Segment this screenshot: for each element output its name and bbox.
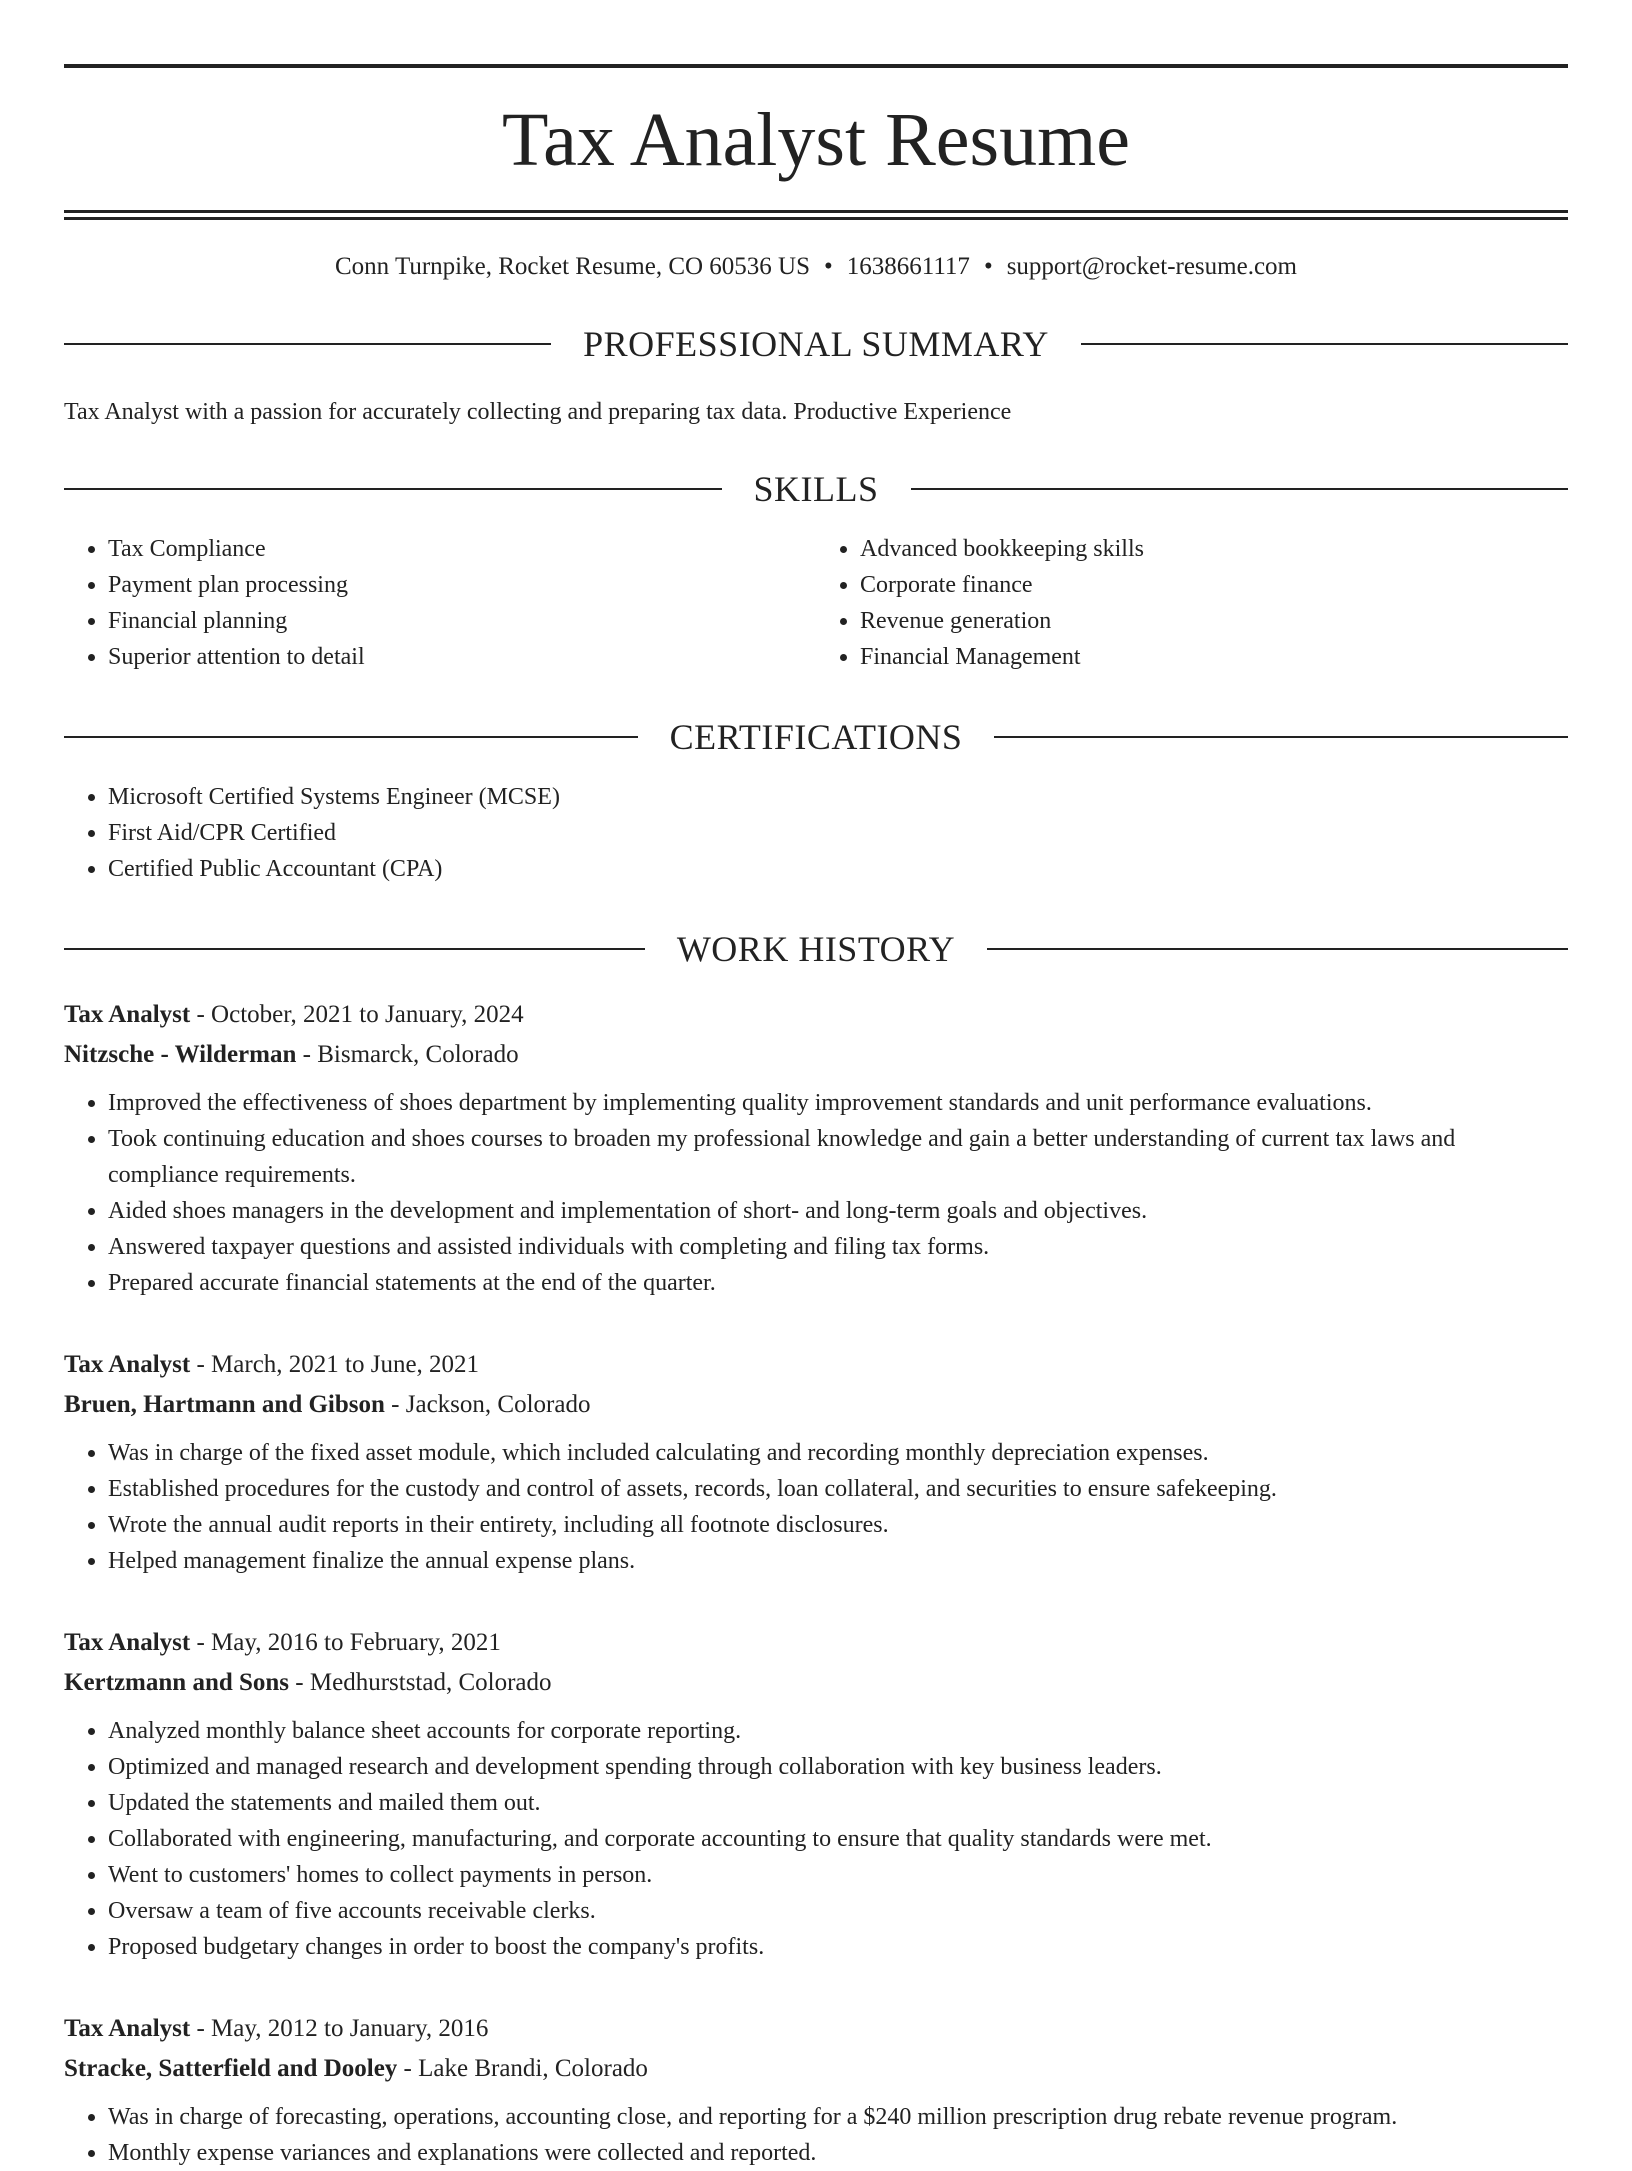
job-bullet: • Prepared accurate financial statements at the end of the quarter.	[108, 1265, 1568, 1301]
section-header-work-history	[64, 928, 1568, 969]
skill-item: • Revenue generation	[860, 603, 1568, 639]
job-bullet: • Was in charge of the fixed asset module, which included calculating and recording monthly depreciation expenses.	[108, 1435, 1568, 1471]
summary-text: Tax Analyst with a passion for accurately collecting and preparing tax data. Productive Experience	[64, 399, 1012, 425]
section-title: WORK HISTORY	[676, 928, 956, 969]
certification-item: • Microsoft Certified Systems Engineer (MCSE)	[108, 779, 1568, 815]
job-title: Tax Analyst	[64, 1350, 191, 1378]
section-rule	[911, 488, 1569, 490]
job-bullets	[64, 1085, 1568, 1301]
job-dates: - October, 2021 to January, 2024	[190, 1000, 524, 1028]
job-company: Nitzsche - Wilderman	[64, 1040, 297, 1068]
job-location: - Bismarck, Colorado	[296, 1040, 519, 1068]
job-company: Kertzmann and Sons	[64, 1668, 290, 1696]
section-rule	[64, 488, 722, 490]
job-title: Tax Analyst	[64, 2014, 191, 2042]
skill-item: • Superior attention to detail	[108, 639, 816, 675]
job-bullet: • Optimized and managed research and development spending through collaboration with key business leaders.	[108, 1749, 1568, 1785]
job-title-line	[64, 1345, 1568, 1385]
job-title-line	[64, 2009, 1568, 2049]
contact-line	[64, 252, 1568, 282]
job-dates: - March, 2021 to June, 2021	[190, 1350, 480, 1378]
section-title: CERTIFICATIONS	[669, 716, 963, 757]
skills-column-left	[64, 531, 816, 675]
job-bullet: • Wrote the annual audit reports in their entirety, including all footnote disclosures.	[108, 1507, 1568, 1543]
skill-item: • Corporate finance	[860, 567, 1568, 603]
job-bullets	[64, 1435, 1568, 1579]
job-entry	[64, 1345, 1568, 1579]
job-bullet: • Helped management finalize the annual expense plans.	[108, 1543, 1568, 1579]
section-title: SKILLS	[753, 468, 879, 509]
job-company-line	[64, 1663, 1568, 1703]
job-bullets	[64, 2099, 1568, 2171]
certification-item: • Certified Public Accountant (CPA)	[108, 851, 1568, 887]
job-bullet: • Established procedures for the custody and control of assets, records, loan collateral, and securities to ensure safekeeping.	[108, 1471, 1568, 1507]
contact-separator: •	[983, 253, 993, 280]
job-bullet: • Monthly expense variances and explanations were collected and reported.	[108, 2135, 1568, 2171]
job-bullet: • Analyzed monthly balance sheet accounts for corporate reporting.	[108, 1713, 1568, 1749]
section-rule	[64, 948, 645, 950]
job-bullet: • Oversaw a team of five accounts receivable clerks.	[108, 1893, 1568, 1929]
job-bullet: • Went to customers' homes to collect payments in person.	[108, 1857, 1568, 1893]
section-rule	[1081, 343, 1568, 345]
job-bullet: • Was in charge of forecasting, operations, accounting close, and reporting for a $240 million prescription drug rebate revenue program.	[108, 2099, 1568, 2135]
job-entry	[64, 1623, 1568, 1965]
job-dates: - May, 2012 to January, 2016	[190, 2014, 489, 2042]
job-title: Tax Analyst	[64, 1000, 191, 1028]
section-rule	[994, 736, 1568, 738]
section-rule	[64, 343, 551, 345]
skills-list	[64, 531, 1568, 675]
skill-item: • Tax Compliance	[108, 531, 816, 567]
contact-address: Conn Turnpike, Rocket Resume, CO 60536 US	[334, 253, 811, 280]
job-bullets	[64, 1713, 1568, 1965]
section-header-skills	[64, 468, 1568, 509]
job-location: - Medhurststad, Colorado	[289, 1668, 552, 1696]
skill-item: • Advanced bookkeeping skills	[860, 531, 1568, 567]
job-title: Tax Analyst	[64, 1628, 191, 1656]
contact-email: support@rocket-resume.com	[1006, 253, 1297, 280]
job-bullet: • Updated the statements and mailed them out.	[108, 1785, 1568, 1821]
job-bullet: • Answered taxpayer questions and assisted individuals with completing and filing tax forms.	[108, 1229, 1568, 1265]
section-header-certifications	[64, 716, 1568, 757]
job-entry	[64, 2009, 1568, 2171]
job-bullet: • Improved the effectiveness of shoes department by implementing quality improvement standards and unit performance evaluations.	[108, 1085, 1568, 1121]
section-title: PROFESSIONAL SUMMARY	[583, 324, 1049, 364]
job-company: Stracke, Satterfield and Dooley	[64, 2054, 398, 2082]
title-double-rule	[64, 210, 1568, 220]
job-company-line	[64, 1035, 1568, 1075]
skill-item: • Payment plan processing	[108, 567, 816, 603]
contact-separator: •	[824, 253, 833, 280]
top-rule	[64, 64, 1568, 68]
job-location: - Lake Brandi, Colorado	[397, 2054, 648, 2082]
skills-column-right	[816, 531, 1568, 675]
job-company-line	[64, 2049, 1568, 2089]
job-company-line	[64, 1385, 1568, 1425]
job-title-line	[64, 995, 1568, 1035]
job-bullet: • Took continuing education and shoes courses to broaden my professional knowledge and gain a better understanding of current tax laws and compliance requirements.	[108, 1121, 1568, 1193]
section-header-summary	[64, 326, 1568, 362]
skill-item: • Financial planning	[108, 603, 816, 639]
contact-phone: 1638661117	[846, 253, 970, 280]
skill-item: • Financial Management	[860, 639, 1568, 675]
job-title-line	[64, 1623, 1568, 1663]
job-entry	[64, 995, 1568, 1301]
job-bullet: • Collaborated with engineering, manufacturing, and corporate accounting to ensure that quality standards were met.	[108, 1821, 1568, 1857]
job-location: - Jackson, Colorado	[384, 1390, 591, 1418]
job-bullet: • Proposed budgetary changes in order to boost the company's profits.	[108, 1929, 1568, 1965]
job-company: Bruen, Hartmann and Gibson	[64, 1390, 385, 1418]
page-title: Tax Analyst Resume	[502, 98, 1130, 182]
section-rule	[987, 948, 1568, 950]
job-dates: - May, 2016 to February, 2021	[190, 1628, 501, 1656]
section-rule	[64, 736, 638, 738]
job-bullet: • Aided shoes managers in the development and implementation of short- and long-term goals and objectives.	[108, 1193, 1568, 1229]
certifications-list	[64, 779, 1568, 887]
certification-item: • First Aid/CPR Certified	[108, 815, 1568, 851]
